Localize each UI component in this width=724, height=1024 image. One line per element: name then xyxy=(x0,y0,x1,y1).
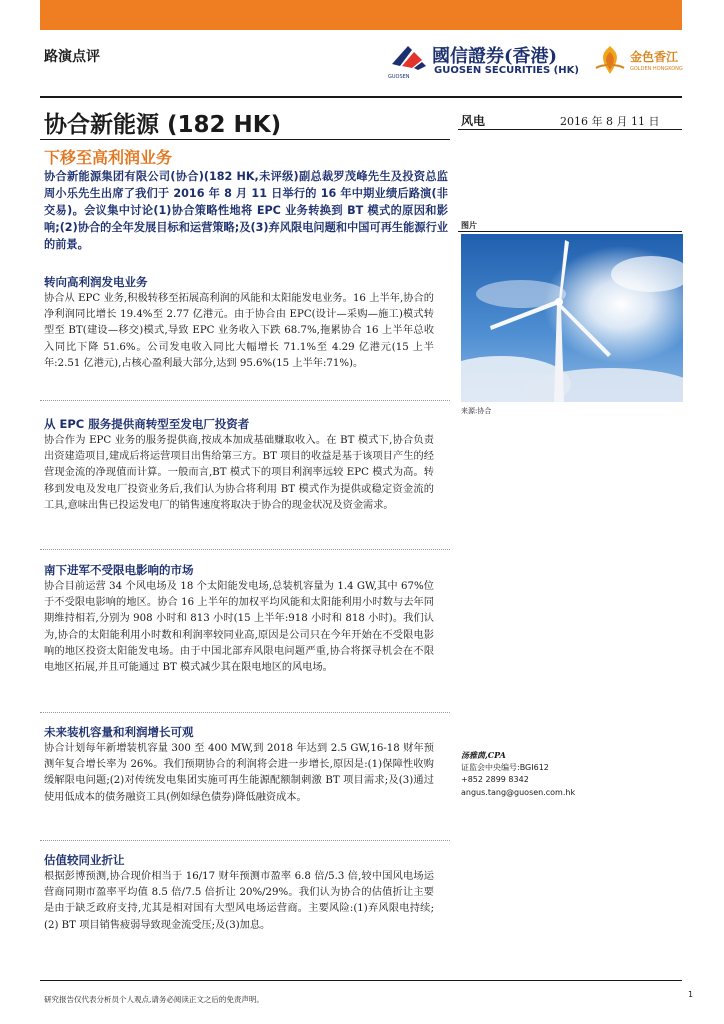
figure-source: 来源:协合 xyxy=(461,407,492,415)
header-divider xyxy=(40,96,682,98)
figure-label: 图片 xyxy=(461,221,477,230)
section-divider xyxy=(40,712,450,714)
wind-turbine-photo xyxy=(461,234,683,402)
guosen-name-en: GUOSEN SECURITIES (HK) xyxy=(434,65,579,76)
summary-paragraph: 协合新能源集团有限公司(协合)(182 HK,未评级)副总裁罗茂峰先生及投资总监周小乐先生出席了我们于 2016 年 8 月 11 日举行的 16 年中期业绩后路演(非交易)。会议集中讨论(1)协合策略性地将 EPC 业务转换到 BT 模式的原因和影响;(2)协合的全年发展目标和运营策略;及(3)弃风限电问题和中国可再生能源行业的前景。 xyxy=(44,170,448,251)
document-type-label: 路演点评 xyxy=(44,49,100,65)
analyst-contact xyxy=(461,749,575,799)
section-heading: 未来装机容量和利润增长可观 xyxy=(44,725,194,739)
top-accent-bar xyxy=(40,0,682,30)
figure-divider xyxy=(458,231,682,232)
section-heading: 从 EPC 服务提供商转型至发电厂投资者 xyxy=(44,417,250,431)
section-body: 协合目前运营 34 个风电场及 18 个太阳能发电场,总装机容量为 1.4 GW,其中 67%位于不受限电影响的地区。协合 16 上半年的加权平均风能和太阳能利用小时数与去年同期维持相若,分别为 908 小时和 813 小时(15 上半年:918 小时和 818 小时)。我们认为,协合的太阳能利用小时数和利润率较同业高,原因是公司只在今年开始在不受限电影响的地区投资太阳能发电场。由于中国北部弃风限电问题严重,协合将探寻机会在不限电地区拓展,并且可能通过 BT 模式减少其在限电地区的风电场。 xyxy=(44,581,434,674)
title-divider xyxy=(40,139,450,140)
guosen-name-cn: 國信證券(香港) xyxy=(432,46,558,67)
analyst-phone: +852 2899 8342 xyxy=(461,775,529,784)
page-number: 1 xyxy=(688,990,694,999)
analyst-name: 汤雅茵,CPA xyxy=(461,750,506,760)
section-divider xyxy=(40,840,450,842)
section-body: 协合从 EPC 业务,积极转移至拓展高利润的风能和太阳能发电业务。16 上半年,协合的净利润同比增长 19.4%至 2.77 亿港元。由于协合由 EPC(设计—采购—施工)模式转型至 BT(建设—移交)模式,导致 EPC 业务收入下跌 68.7%,拖累协合 16 上半年总收入同比下降 51.6%。公司发电收入同比大幅增长 71.1%至 4.29 亿港元(15 上半年:2.51 亿港元),占核心盈利最大部分,达到 95.6%(15 上半年:71%)。 xyxy=(44,293,434,369)
sidebar-divider xyxy=(458,129,682,130)
section-body: 协合作为 EPC 业务的服务提供商,按成本加成基础赚取收入。在 BT 模式下,协合负责出资建造项目,建成后将运营项目出售给第三方。BT 项目的收益是基于该项目产生的经营现金流的净现值而计算。一般而言,BT 模式下的项目利润率远较 EPC 模式为高。转移到发电及发电厂投资业务后,我们认为协合将利用 BT 模式作为提供或稳定资金流的工具,意味出售已投运发电厂的销售速度将取决于协合的现金状况及资金需求。 xyxy=(44,435,434,511)
golden-hongkong-sub: GOLDEN HONGKONG xyxy=(630,66,683,72)
golden-hongkong-text: 金色香江 xyxy=(630,50,679,64)
section-divider xyxy=(40,549,450,551)
section-body: 根据彭博预测,协合现价相当于 16/17 财年预测市盈率 6.8 倍/5.3 倍,较中国风电场运营商同期市盈率平均值 8.5 倍/7.5 倍折让 20%/29%。我们认为协合的估值折让主要是由于缺乏政府支持,尤其是相对国有大型风电场运营商。主要风险:(1)弃风限电持续;(2) BT 项目销售疲弱导致现金流受压;及(3)加息。 xyxy=(44,871,434,931)
analyst-license: 证监会中央编号:BGI612 xyxy=(461,762,549,772)
report-date: 2016 年 8 月 11 日 xyxy=(560,115,660,128)
footer-disclaimer: 研究报告仅代表分析员个人观点,请务必阅读正文之后的免责声明。 xyxy=(44,995,264,1004)
golden-hongkong-icon xyxy=(592,42,628,78)
section-divider xyxy=(40,400,450,402)
report-title: 协合新能源 (182 HK) xyxy=(44,112,282,138)
report-subtitle: 下移至高利润业务 xyxy=(44,148,173,167)
footer-divider xyxy=(40,980,682,981)
section-heading: 南下进军不受限电影响的市场 xyxy=(44,563,194,577)
guosen-mark-text: GUOSEN xyxy=(388,74,410,80)
analyst-email[interactable]: angus.tang@guosen.com.hk xyxy=(461,787,576,797)
section-body: 协合计划每年新增装机容量 300 至 400 MW,到 2018 年达到 2.5 GW,16-18 财年预测年复合增长率为 26%。我们预期协合的利润将会进一步增长,原因是:(1)保障性收购缓解限电问题;(2)对传统发电集团实施可再生能源配额制刺激 BT 项目需求;及(3)通过使用低成本的债务融资工具(例如绿色债券)降低融资成本。 xyxy=(44,743,434,803)
section-heading: 估值较同业折让 xyxy=(44,853,125,867)
section-heading: 转向高利润发电业务 xyxy=(44,275,148,289)
sector-label: 风电 xyxy=(461,114,486,128)
golden-hongkong-logo xyxy=(590,42,690,78)
